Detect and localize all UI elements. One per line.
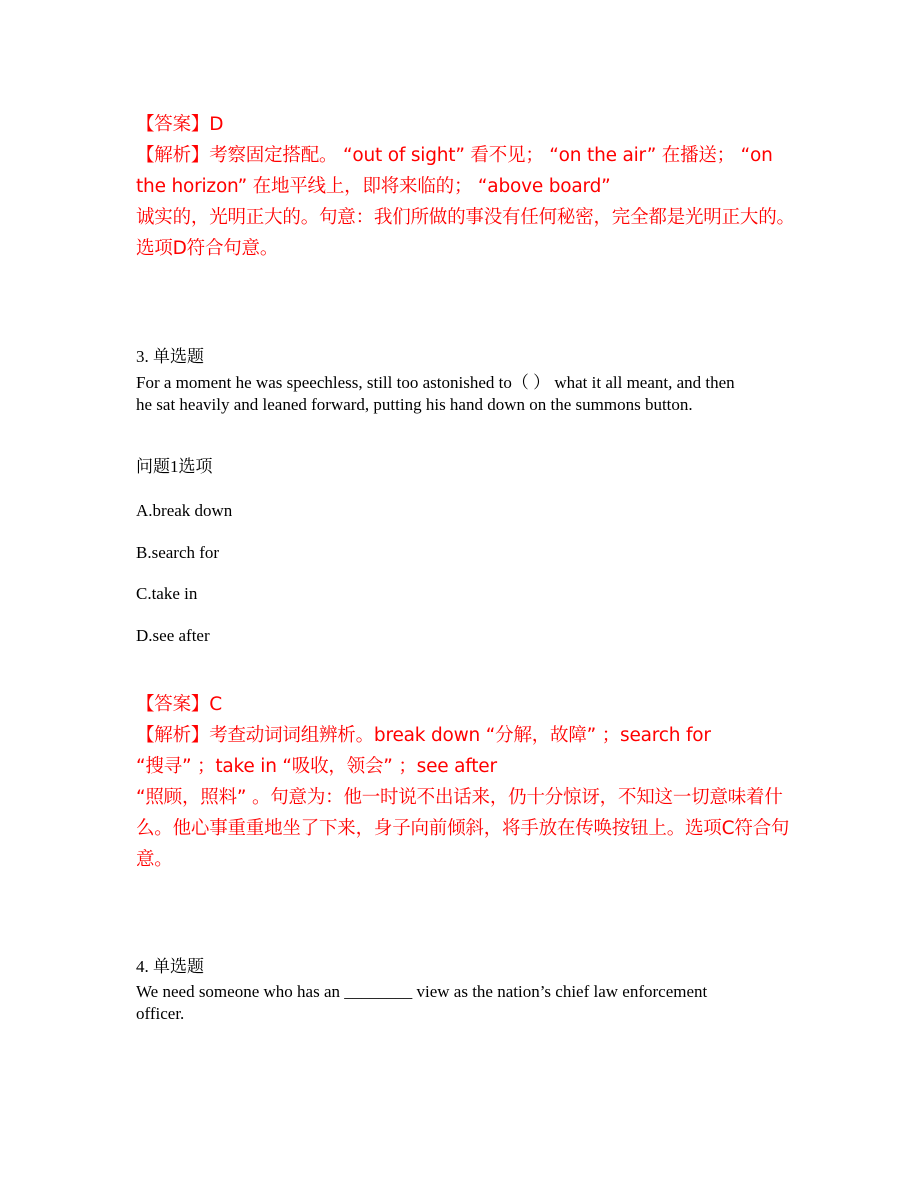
stem-line: officer. xyxy=(136,1004,185,1023)
analysis-line: “照顾，照料” 。句意为：他一时说不出话来，仍十分惊讶，不知这一切意味着什 xyxy=(136,787,783,808)
analysis-line: 诚实的，光明正大的。句意：我们所做的事没有任何秘密，完全都是光明正大的。 xyxy=(136,207,795,228)
option-c[interactable]: C.take in xyxy=(136,584,198,603)
option-a[interactable]: A.break down xyxy=(136,501,233,520)
q3-answer-block xyxy=(136,689,790,875)
q2-answer-block xyxy=(136,109,795,264)
q3-stem xyxy=(136,372,786,416)
analysis-line: the horizon” 在地平线上，即将来临的； “above board” xyxy=(136,176,611,197)
analysis-line: 选项D符合句意。 xyxy=(136,238,279,259)
answer-label: 【答案】C xyxy=(136,694,222,715)
option-d[interactable]: D.see after xyxy=(136,626,210,645)
q4-heading: 4. 单选题 xyxy=(136,957,204,976)
option-b[interactable]: B.search for xyxy=(136,543,220,562)
q4-stem xyxy=(136,981,786,1025)
analysis-line: 【解析】考查动词词组辨析。break down “分解，故障” ；search for xyxy=(136,725,711,746)
stem-line: For a moment he was speechless, still too astonished to（ ） what it all meant, and then xyxy=(136,373,735,392)
analysis-line: 么。他心事重重地坐了下来，身子向前倾斜，将手放在传唤按钮上。选项C符合句 xyxy=(136,818,790,839)
answer-label: 【答案】D xyxy=(136,114,224,135)
analysis-line: 【解析】考察固定搭配。 “out of sight” 看不见； “on the air” 在播送； “on xyxy=(136,145,773,166)
analysis-line: “搜寻” ；take in “吸收，领会” ；see after xyxy=(136,756,497,777)
stem-line: We need someone who has an ________ view as the nation’s chief law enforcement xyxy=(136,982,708,1001)
q3-heading: 3. 单选题 xyxy=(136,347,204,366)
q3-options-title: 问题1选项 xyxy=(136,457,213,476)
analysis-line: 意。 xyxy=(136,849,173,870)
stem-line: he sat heavily and leaned forward, putting his hand down on the summons button. xyxy=(136,395,693,414)
